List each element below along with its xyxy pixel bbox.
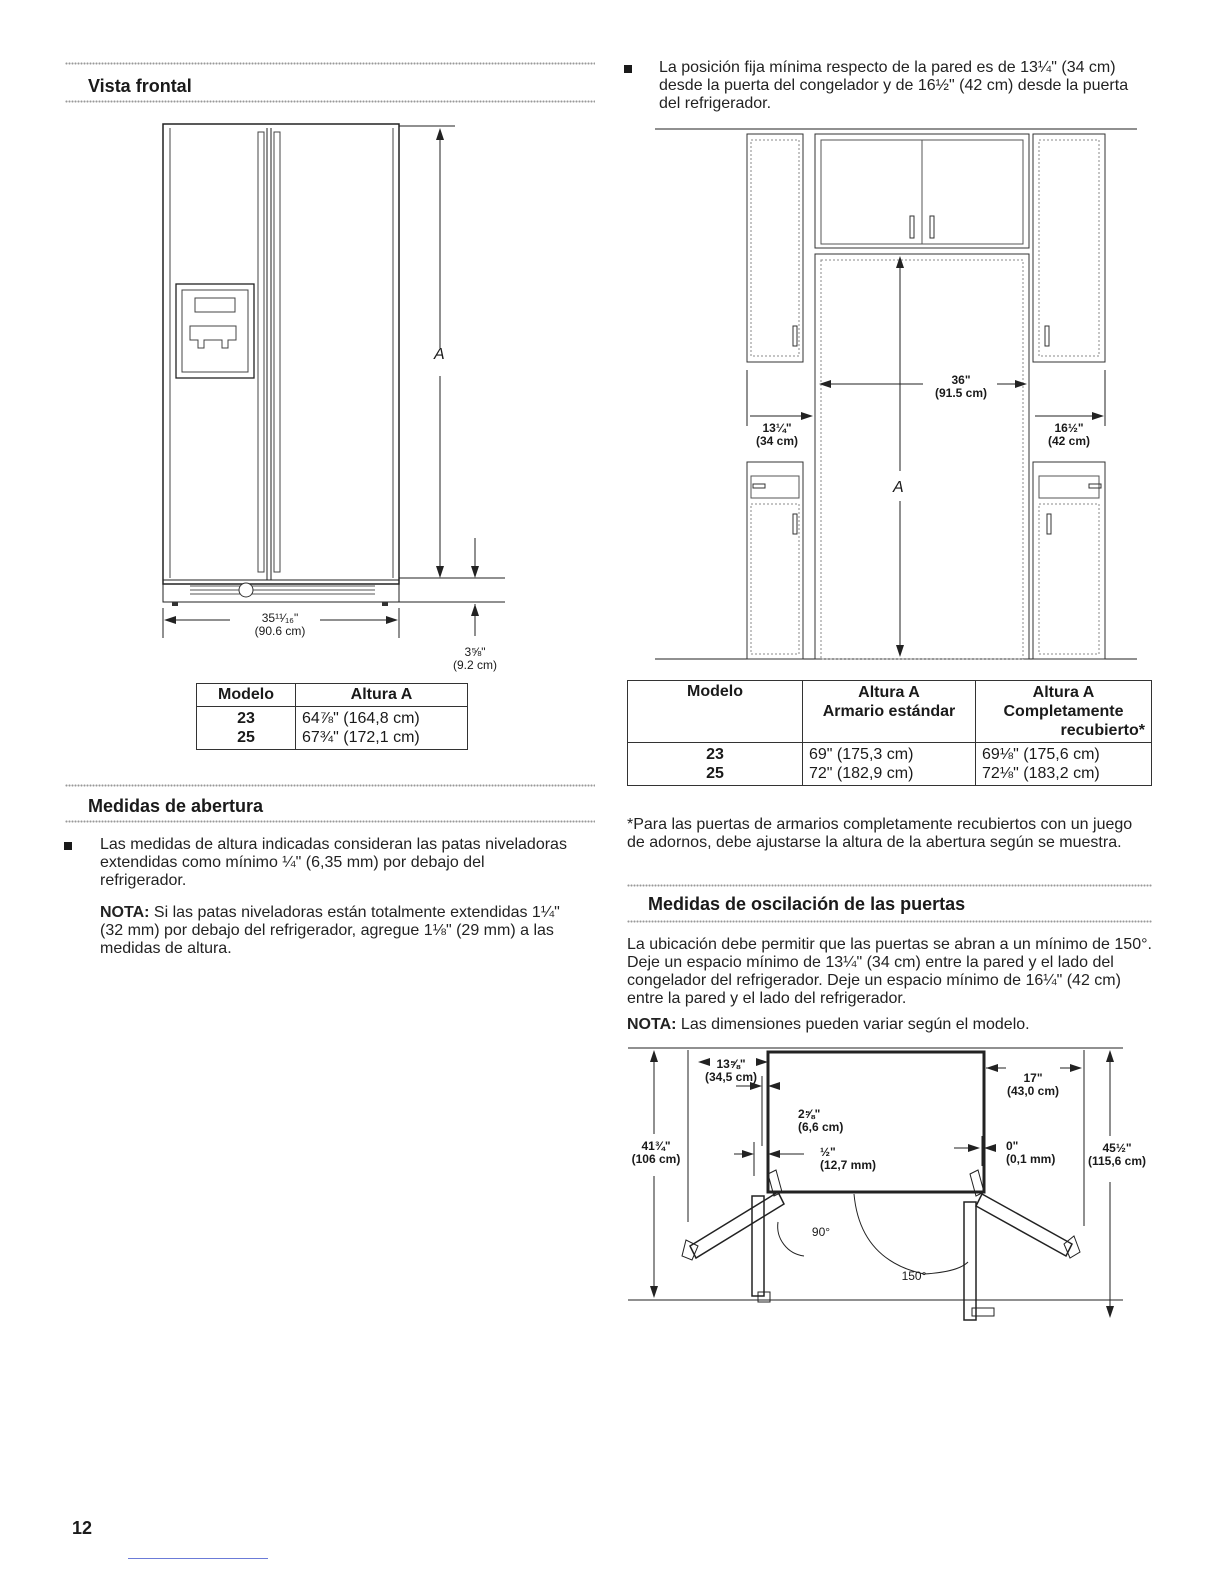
table1-height-25: 67¾" (172,1 cm): [302, 729, 420, 746]
swing-label-half: [820, 1146, 890, 1172]
swing-note-label: NOTA:: [627, 1016, 677, 1033]
cab-label-36-metric: (91.5 cm): [934, 386, 988, 400]
table2-full: [976, 743, 1152, 786]
section-rule: [65, 62, 595, 65]
front-bottom-imperial: 3⅝": [464, 645, 486, 659]
swing-label-half-metric: (12,7 mm): [820, 1158, 877, 1172]
table2-model-23: 23: [706, 746, 724, 763]
bullet-marker: [624, 65, 632, 73]
swing-label-4512-metric: (115,6 cm): [1087, 1154, 1147, 1168]
swing-label-4512: [1082, 1142, 1152, 1168]
opening-note-label: NOTA:: [100, 904, 150, 921]
table2-footnote: *Para las puertas de armarios completamente recubiertos con un juego de adornos, debe ajustarse la altura de la abertura según se muestra.: [627, 816, 1133, 851]
table2-std: [803, 743, 976, 786]
table2-models: [628, 743, 803, 786]
table2-header-full-3: recubierto*: [1060, 722, 1145, 739]
label-a-front: A: [434, 346, 445, 363]
table2-full-23: 69⅛" (175,6 cm): [982, 746, 1100, 763]
swing-note: [627, 1016, 1155, 1034]
swing-label-258-metric: (6,6 cm): [798, 1120, 844, 1134]
front-width-imperial: 35¹¹⁄₁₆": [261, 611, 299, 625]
swing-label-0: [1006, 1140, 1076, 1166]
swing-label-258: [798, 1108, 868, 1134]
table-model-height: [196, 683, 468, 750]
section-title-opening: Medidas de abertura: [88, 796, 264, 816]
opening-note-text: Si las patas niveladoras están totalmente extendidas 1¼" (32 mm) por debajo del refrigerador, agregue 1⅛" (29 mm) a las medidas de altura.: [100, 904, 560, 957]
swing-label-17-imperial: 17": [1023, 1071, 1043, 1085]
cab-label-right-metric: (42 cm): [1047, 434, 1091, 448]
swing-label-17: [1000, 1072, 1066, 1098]
table-opening-height: [627, 680, 1152, 786]
swing-label-1358-imperial: 13⅝": [716, 1057, 746, 1071]
opening-bullet-text: Las medidas de altura indicadas consideran las patas niveladoras extendidas como mínimo ¼" (6,35 mm) por debajo del refrigerador.: [100, 836, 567, 889]
swing-text: La ubicación debe permitir que las puertas se abran a un mínimo de 150°. Deje un espacio mínimo de 13¼" (34 cm) entre la pared y el lado del congelador del refrigerador. Deje un espacio mínimo de 16¼" (42 cm) entre la pared y el lado del refrigerador.: [627, 936, 1152, 1007]
table2-header-full-2: Completamente: [1003, 703, 1124, 720]
table1-height-23: 64⅞" (164,8 cm): [302, 710, 420, 727]
table1-model-25: 25: [237, 729, 255, 746]
front-width-metric: (90.6 cm): [254, 624, 306, 638]
table2-header-std: [803, 681, 976, 743]
table1-header-height: Altura A: [296, 684, 468, 707]
cab-label-left: [746, 422, 808, 448]
swing-note-text: Las dimensiones pueden variar según el modelo.: [680, 1016, 1030, 1033]
section-title-swing: Medidas de oscilación de las puertas: [648, 894, 966, 914]
footer-rule: [128, 1558, 268, 1559]
table2-header-std-1: Altura A: [858, 684, 920, 701]
section-rule: [627, 884, 1152, 887]
swing-label-4134-metric: (106 cm): [631, 1152, 681, 1166]
cabinet-diagram: [655, 126, 1140, 662]
swing-label-0-imperial: 0": [1006, 1139, 1019, 1153]
swing-label-half-imperial: ½": [820, 1145, 836, 1159]
table2-full-25: 72⅛" (183,2 cm): [982, 765, 1100, 782]
table2-header-full-1: Altura A: [1032, 684, 1095, 701]
table1-heights: [296, 707, 468, 750]
table1-header-model: Modelo: [197, 684, 296, 707]
section-rule: [65, 100, 595, 103]
swing-label-4134: [628, 1140, 684, 1166]
cab-label-right: [1038, 422, 1100, 448]
cab-label-left-imperial: 13¼": [762, 421, 792, 435]
table2-header-std-2: Armario estándar: [822, 703, 956, 720]
fixed-position-text: La posición fija mínima respecto de la pared es de 13¼" (34 cm) desde la puerta del congelador y de 16½" (42 cm) desde la puerta del refrigerador.: [659, 59, 1129, 112]
swing-label-150: 150°: [901, 1269, 927, 1283]
cab-label-36: [922, 374, 1000, 400]
section-title-front-view: Vista frontal: [88, 76, 192, 96]
swing-label-17-metric: (43,0 cm): [1006, 1084, 1060, 1098]
cab-label-a: A: [893, 479, 904, 496]
section-rule: [65, 784, 595, 787]
swing-label-1358: [696, 1058, 766, 1084]
cab-label-36-imperial: 36": [951, 373, 971, 387]
front-width-label: [230, 612, 330, 638]
front-bottom-metric: (9.2 cm): [452, 658, 497, 672]
swing-label-4512-imperial: 45½": [1102, 1141, 1132, 1155]
table2-model-25: 25: [706, 765, 724, 782]
front-view-diagram: [150, 118, 520, 678]
table2-std-25: 72" (182,9 cm): [809, 765, 914, 782]
swing-label-258-imperial: 2⅝": [798, 1107, 821, 1121]
table2-header-full: [976, 681, 1152, 743]
opening-note: [100, 904, 580, 958]
swing-label-90: 90°: [811, 1225, 831, 1239]
section-rule: [65, 820, 595, 823]
section-rule: [627, 920, 1152, 923]
page-number: 12: [72, 1518, 93, 1538]
bullet-marker: [64, 842, 72, 850]
cab-label-right-imperial: 16½": [1054, 421, 1084, 435]
table2-std-23: 69" (175,3 cm): [809, 746, 914, 763]
table2-header-model: Modelo: [628, 681, 803, 743]
swing-label-1358-metric: (34,5 cm): [704, 1070, 758, 1084]
table1-model-23: 23: [237, 710, 255, 727]
swing-label-4134-imperial: 41¾": [641, 1139, 671, 1153]
cab-label-left-metric: (34 cm): [755, 434, 799, 448]
swing-label-0-metric: (0,1 mm): [1006, 1152, 1056, 1166]
table1-models: [197, 707, 296, 750]
front-bottom-label: [440, 646, 510, 672]
